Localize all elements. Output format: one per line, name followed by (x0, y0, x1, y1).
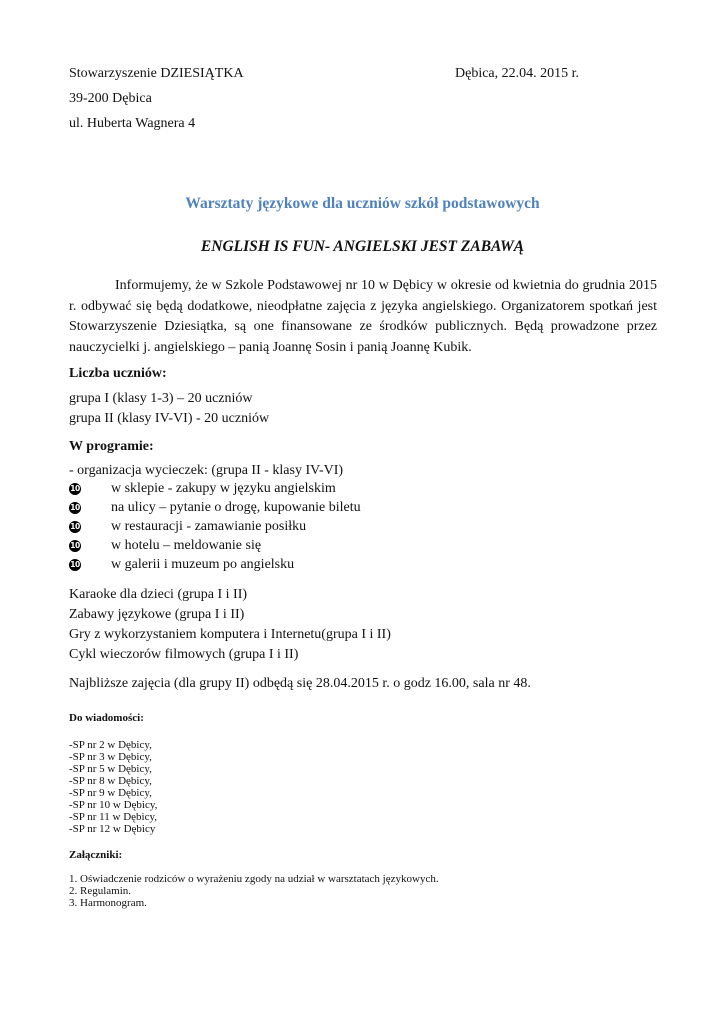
cc-item: -SP nr 5 w Dębicy, (69, 763, 152, 775)
cc-heading: Do wiadomości: (69, 712, 144, 724)
trip-item: w galerii i muzeum po angielsku (111, 557, 295, 572)
student-group-1: grupa I (klasy 1-3) – 20 uczniów (69, 391, 253, 406)
circled-number-ten-icon: 10 (70, 503, 80, 512)
cc-item: -SP nr 3 w Dębicy, (69, 751, 152, 763)
program-item: Gry z wykorzystaniem komputera i Internetu(grupa I i II) (69, 627, 391, 642)
org-address-city: 39-200 Dębica (69, 91, 152, 106)
cc-item: -SP nr 12 w Dębicy (69, 823, 156, 835)
program-item: Cykl wieczorów filmowych (grupa I i II) (69, 647, 299, 662)
attachments-heading: Załączniki: (69, 849, 123, 861)
circled-number-ten-icon: 10 (70, 484, 80, 493)
document-subtitle: ENGLISH IS FUN- ANGIELSKI JEST ZABAWĄ (200, 238, 525, 255)
attachment-item: 3. Harmonogram. (69, 897, 147, 909)
cc-item: -SP nr 10 w Dębicy, (69, 799, 158, 811)
org-address-street: ul. Huberta Wagnera 4 (69, 116, 196, 131)
cc-item: -SP nr 11 w Dębicy, (69, 811, 157, 823)
program-item: Zabawy językowe (grupa I i II) (69, 607, 245, 622)
circled-number-ten-icon: 10 (70, 560, 80, 569)
program-heading: W programie: (69, 439, 154, 454)
student-group-2: grupa II (klasy IV-VI) - 20 uczniów (69, 411, 270, 426)
cc-item: -SP nr 9 w Dębicy, (69, 787, 152, 799)
cc-item: -SP nr 8 w Dębicy, (69, 775, 152, 787)
circled-number-ten-icon: 10 (70, 522, 80, 531)
cc-item: -SP nr 2 w Dębicy, (69, 739, 152, 751)
trips-intro: - organizacja wycieczek: (grupa II - klasy IV-VI) (69, 463, 344, 478)
trip-item: w hotelu – meldowanie się (111, 538, 262, 553)
students-heading: Liczba uczniów: (69, 366, 167, 381)
next-class-note: Najbliższe zajęcia (dla grupy II) odbędą się 28.04.2015 r. o godz 16.00, sala nr 48. (69, 676, 531, 691)
trip-item: na ulicy – pytanie o drogę, kupowanie biletu (111, 500, 361, 515)
trip-item: w restauracji - zamawianie posiłku (111, 519, 307, 534)
attachment-item: 1. Oświadczenie rodziców o wyrażeniu zgody na udział w warsztatach językowych. (69, 873, 439, 885)
program-item: Karaoke dla dzieci (grupa I i II) (69, 587, 248, 602)
document-title: Warsztaty językowe dla uczniów szkół podstawowych (185, 195, 540, 212)
place-date: Dębica, 22.04. 2015 r. (455, 66, 580, 81)
intro-paragraph: Informujemy, że w Szkole Podstawowej nr 10 w Dębicy w okresie od kwietnia do grudnia 2015 r. odbywać się będą dodatkowe, nieodpłatne zajęcia z języka angielskiego. Organizatorem spotkań jest Stowarzyszenie Dziesiątka, są one finansowane ze środków publicznych. Będą prowadzone przez nauczycielki j. angielskiego – panią Joannę Sosin i panią Joannę Kubik. (69, 278, 657, 355)
trip-item: w sklepie - zakupy w języku angielskim (111, 481, 336, 496)
org-name: Stowarzyszenie DZIESIĄTKA (69, 66, 244, 81)
circled-number-ten-icon: 10 (70, 541, 80, 550)
attachment-item: 2. Regulamin. (69, 885, 132, 897)
